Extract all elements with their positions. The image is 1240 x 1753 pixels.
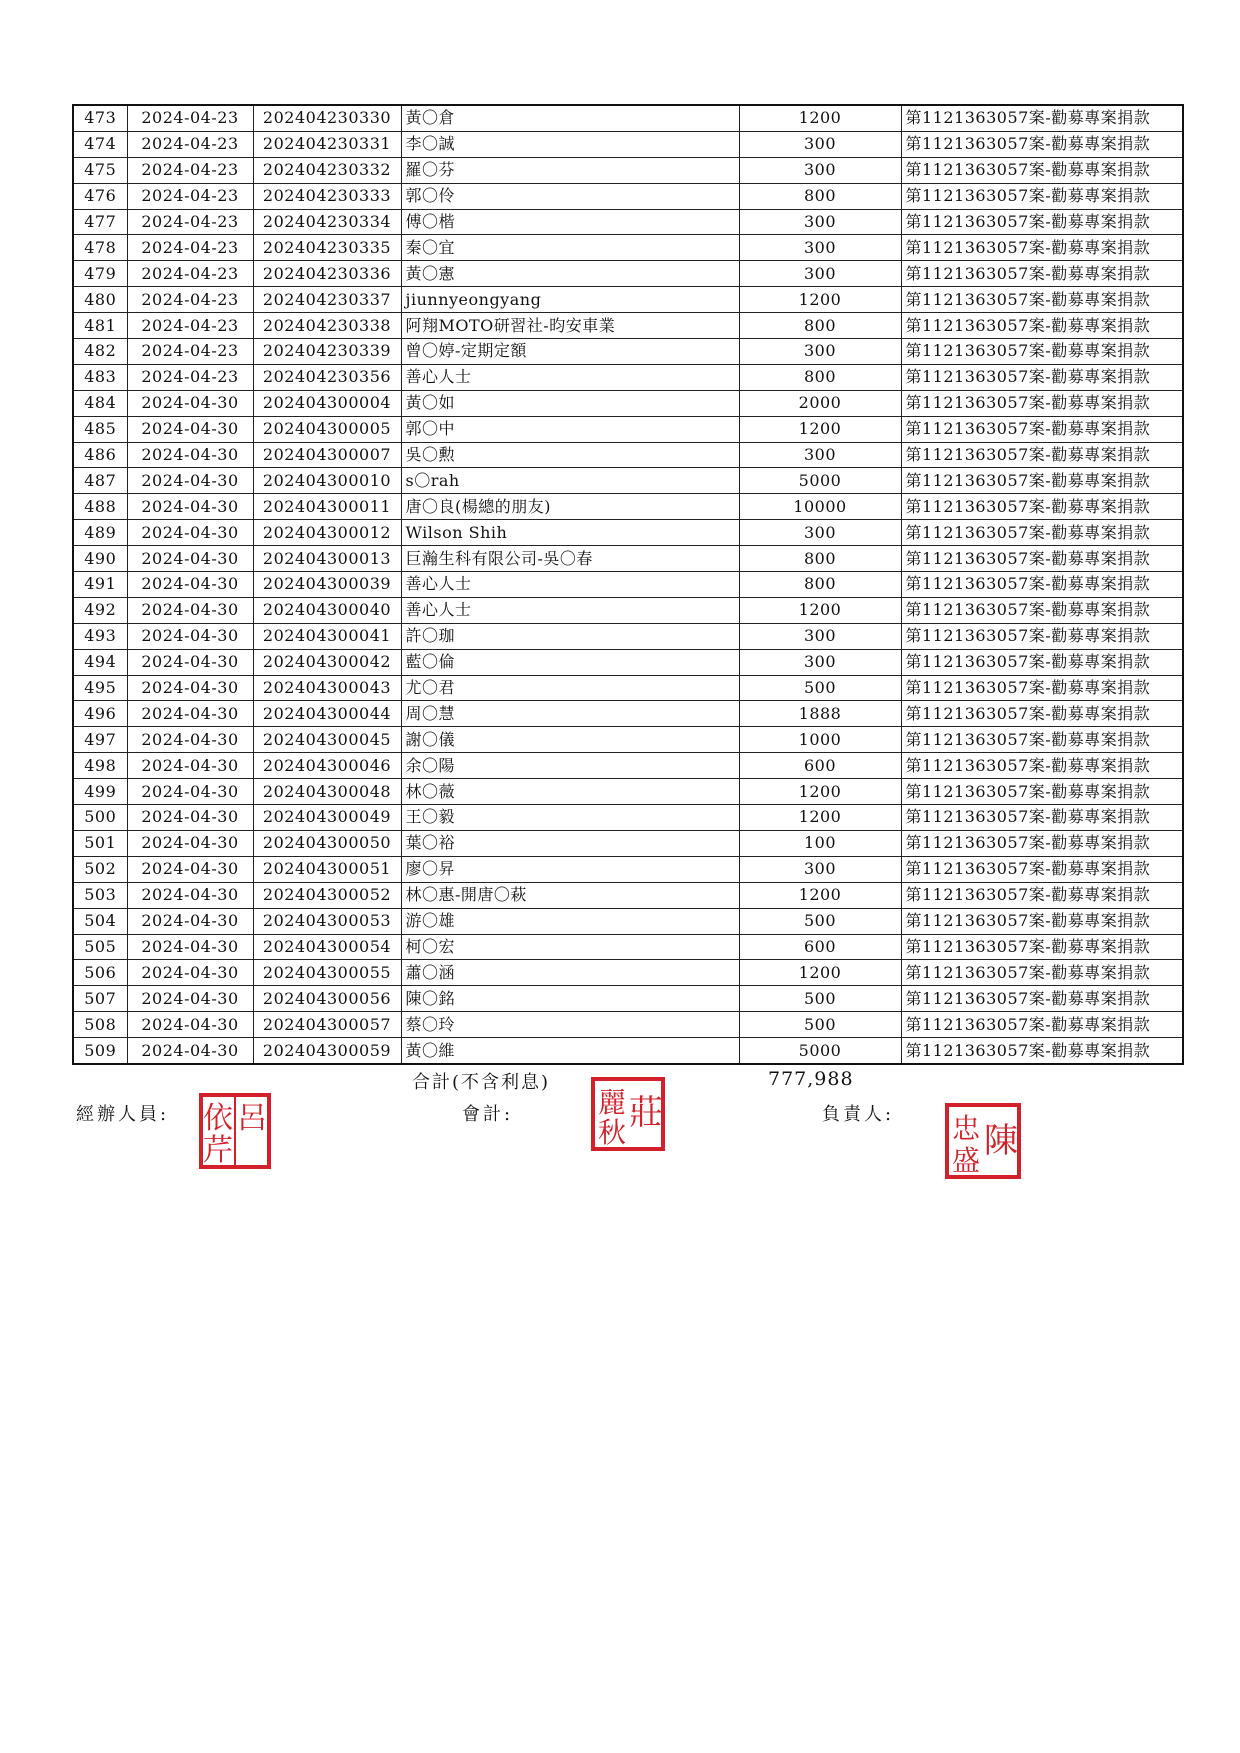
serial-cell: 474	[73, 131, 127, 157]
receipt-no-cell: 202404300057	[253, 1012, 401, 1038]
donation-ledger-table	[72, 104, 1184, 1065]
donor-name-cell: 李〇誠	[401, 131, 739, 157]
donor-name-cell: 廖〇昇	[401, 856, 739, 882]
purpose-cell: 第1121363057案-勸募專案捐款	[901, 183, 1183, 209]
purpose-cell: 第1121363057案-勸募專案捐款	[901, 546, 1183, 572]
donor-name-cell: 唐〇良(楊總的朋友)	[401, 494, 739, 520]
svg-text:忠: 忠	[951, 1112, 981, 1145]
purpose-cell: 第1121363057案-勸募專案捐款	[901, 157, 1183, 183]
serial-cell: 480	[73, 287, 127, 313]
purpose-cell: 第1121363057案-勸募專案捐款	[901, 727, 1183, 753]
purpose-cell: 第1121363057案-勸募專案捐款	[901, 908, 1183, 934]
date-cell: 2024-04-30	[127, 779, 253, 805]
table-row	[73, 416, 1183, 442]
receipt-no-cell: 202404300039	[253, 572, 401, 598]
receipt-no-cell: 202404300053	[253, 908, 401, 934]
svg-text:依: 依	[203, 1101, 233, 1136]
receipt-no-cell: 202404300055	[253, 960, 401, 986]
receipt-no-cell: 202404300007	[253, 442, 401, 468]
manager-label: 負責人:	[822, 1104, 895, 1125]
purpose-cell: 第1121363057案-勸募專案捐款	[901, 520, 1183, 546]
table-row	[73, 364, 1183, 390]
donor-name-cell: 柯〇宏	[401, 934, 739, 960]
donor-name-cell: 王〇毅	[401, 805, 739, 831]
date-cell: 2024-04-23	[127, 131, 253, 157]
receipt-no-cell: 202404300048	[253, 779, 401, 805]
receipt-no-cell: 202404300059	[253, 1038, 401, 1064]
purpose-cell: 第1121363057案-勸募專案捐款	[901, 805, 1183, 831]
receipt-no-cell: 202404300004	[253, 390, 401, 416]
table-row	[73, 986, 1183, 1012]
date-cell: 2024-04-30	[127, 675, 253, 701]
donor-name-cell: 善心人士	[401, 364, 739, 390]
date-cell: 2024-04-23	[127, 105, 253, 131]
table-row	[73, 960, 1183, 986]
amount-cell: 5000	[739, 1038, 901, 1064]
table-row	[73, 934, 1183, 960]
donor-name-cell: 巨瀚生科有限公司-吳〇春	[401, 546, 739, 572]
date-cell: 2024-04-30	[127, 442, 253, 468]
total-value: 777,988	[768, 1068, 854, 1090]
amount-cell: 1200	[739, 597, 901, 623]
receipt-no-cell: 202404230331	[253, 131, 401, 157]
table-row	[73, 261, 1183, 287]
receipt-no-cell: 202404300054	[253, 934, 401, 960]
purpose-cell: 第1121363057案-勸募專案捐款	[901, 468, 1183, 494]
receipt-no-cell: 202404230356	[253, 364, 401, 390]
serial-cell: 477	[73, 209, 127, 235]
receipt-no-cell: 202404230338	[253, 313, 401, 339]
table-row	[73, 856, 1183, 882]
amount-cell: 800	[739, 546, 901, 572]
donor-name-cell: 羅〇芬	[401, 157, 739, 183]
table-row	[73, 105, 1183, 131]
date-cell: 2024-04-30	[127, 986, 253, 1012]
receipt-no-cell: 202404230333	[253, 183, 401, 209]
donor-name-cell: 蔡〇玲	[401, 1012, 739, 1038]
date-cell: 2024-04-23	[127, 235, 253, 261]
donor-name-cell: s〇rah	[401, 468, 739, 494]
table-row	[73, 805, 1183, 831]
amount-cell: 1200	[739, 105, 901, 131]
table-row	[73, 520, 1183, 546]
handler-label: 經辦人員:	[76, 1104, 170, 1125]
amount-cell: 1200	[739, 882, 901, 908]
purpose-cell: 第1121363057案-勸募專案捐款	[901, 235, 1183, 261]
amount-cell: 300	[739, 209, 901, 235]
svg-text:呂: 呂	[237, 1101, 267, 1136]
receipt-no-cell: 202404300049	[253, 805, 401, 831]
donor-name-cell: 秦〇宜	[401, 235, 739, 261]
serial-cell: 506	[73, 960, 127, 986]
amount-cell: 1200	[739, 779, 901, 805]
receipt-no-cell: 202404300011	[253, 494, 401, 520]
table-row	[73, 830, 1183, 856]
table-row	[73, 183, 1183, 209]
purpose-cell: 第1121363057案-勸募專案捐款	[901, 882, 1183, 908]
serial-cell: 505	[73, 934, 127, 960]
purpose-cell: 第1121363057案-勸募專案捐款	[901, 364, 1183, 390]
amount-cell: 1000	[739, 727, 901, 753]
table-row	[73, 390, 1183, 416]
amount-cell: 300	[739, 520, 901, 546]
amount-cell: 500	[739, 908, 901, 934]
date-cell: 2024-04-23	[127, 209, 253, 235]
receipt-no-cell: 202404300050	[253, 830, 401, 856]
table-row	[73, 313, 1183, 339]
table-row	[73, 468, 1183, 494]
amount-cell: 500	[739, 1012, 901, 1038]
purpose-cell: 第1121363057案-勸募專案捐款	[901, 131, 1183, 157]
serial-cell: 497	[73, 727, 127, 753]
purpose-cell: 第1121363057案-勸募專案捐款	[901, 287, 1183, 313]
amount-cell: 300	[739, 442, 901, 468]
receipt-no-cell: 202404230339	[253, 339, 401, 365]
receipt-no-cell: 202404230330	[253, 105, 401, 131]
amount-cell: 300	[739, 131, 901, 157]
amount-cell: 800	[739, 183, 901, 209]
serial-cell: 478	[73, 235, 127, 261]
donor-name-cell: 游〇雄	[401, 908, 739, 934]
date-cell: 2024-04-30	[127, 1012, 253, 1038]
table-row	[73, 494, 1183, 520]
date-cell: 2024-04-30	[127, 882, 253, 908]
table-row	[73, 623, 1183, 649]
serial-cell: 495	[73, 675, 127, 701]
date-cell: 2024-04-30	[127, 649, 253, 675]
amount-cell: 300	[739, 261, 901, 287]
amount-cell: 1200	[739, 287, 901, 313]
serial-cell: 489	[73, 520, 127, 546]
amount-cell: 300	[739, 235, 901, 261]
amount-cell: 1200	[739, 805, 901, 831]
purpose-cell: 第1121363057案-勸募專案捐款	[901, 649, 1183, 675]
table-row	[73, 649, 1183, 675]
purpose-cell: 第1121363057案-勸募專案捐款	[901, 960, 1183, 986]
purpose-cell: 第1121363057案-勸募專案捐款	[901, 986, 1183, 1012]
serial-cell: 507	[73, 986, 127, 1012]
amount-cell: 600	[739, 934, 901, 960]
amount-cell: 600	[739, 753, 901, 779]
table-row	[73, 339, 1183, 365]
purpose-cell: 第1121363057案-勸募專案捐款	[901, 1012, 1183, 1038]
date-cell: 2024-04-30	[127, 1038, 253, 1064]
table-row	[73, 727, 1183, 753]
serial-cell: 479	[73, 261, 127, 287]
table-row	[73, 597, 1183, 623]
table-row	[73, 753, 1183, 779]
donor-name-cell: 林〇惠-開唐〇萩	[401, 882, 739, 908]
purpose-cell: 第1121363057案-勸募專案捐款	[901, 779, 1183, 805]
amount-cell: 300	[739, 649, 901, 675]
table-row	[73, 701, 1183, 727]
purpose-cell: 第1121363057案-勸募專案捐款	[901, 701, 1183, 727]
amount-cell: 300	[739, 856, 901, 882]
table-row	[73, 546, 1183, 572]
amount-cell: 300	[739, 339, 901, 365]
purpose-cell: 第1121363057案-勸募專案捐款	[901, 390, 1183, 416]
serial-cell: 483	[73, 364, 127, 390]
date-cell: 2024-04-30	[127, 520, 253, 546]
date-cell: 2024-04-30	[127, 390, 253, 416]
receipt-no-cell: 202404300044	[253, 701, 401, 727]
serial-cell: 491	[73, 572, 127, 598]
receipt-no-cell: 202404230334	[253, 209, 401, 235]
serial-cell: 482	[73, 339, 127, 365]
serial-cell: 508	[73, 1012, 127, 1038]
amount-cell: 500	[739, 675, 901, 701]
serial-cell: 485	[73, 416, 127, 442]
receipt-no-cell: 202404230336	[253, 261, 401, 287]
amount-cell: 100	[739, 830, 901, 856]
serial-cell: 509	[73, 1038, 127, 1064]
receipt-no-cell: 202404300051	[253, 856, 401, 882]
donor-name-cell: 蕭〇涵	[401, 960, 739, 986]
svg-text:盛: 盛	[951, 1144, 981, 1177]
amount-cell: 1200	[739, 960, 901, 986]
table-row	[73, 675, 1183, 701]
donor-name-cell: 郭〇伶	[401, 183, 739, 209]
table-row	[73, 1038, 1183, 1064]
purpose-cell: 第1121363057案-勸募專案捐款	[901, 753, 1183, 779]
table-row	[73, 572, 1183, 598]
table-row	[73, 209, 1183, 235]
amount-cell: 2000	[739, 390, 901, 416]
amount-cell: 800	[739, 364, 901, 390]
donor-name-cell: 葉〇裕	[401, 830, 739, 856]
table-row	[73, 908, 1183, 934]
serial-cell: 496	[73, 701, 127, 727]
amount-cell: 800	[739, 313, 901, 339]
table-row	[73, 131, 1183, 157]
receipt-no-cell: 202404230335	[253, 235, 401, 261]
date-cell: 2024-04-23	[127, 157, 253, 183]
donor-name-cell: 林〇薇	[401, 779, 739, 805]
receipt-no-cell: 202404300045	[253, 727, 401, 753]
donor-name-cell: 阿翔MOTO研習社-昀安車業	[401, 313, 739, 339]
receipt-no-cell: 202404230337	[253, 287, 401, 313]
donor-name-cell: 曾〇婷-定期定額	[401, 339, 739, 365]
purpose-cell: 第1121363057案-勸募專案捐款	[901, 209, 1183, 235]
date-cell: 2024-04-30	[127, 468, 253, 494]
serial-cell: 501	[73, 830, 127, 856]
table-row	[73, 287, 1183, 313]
accounting-seal-icon	[590, 1076, 666, 1152]
svg-text:莊: 莊	[629, 1093, 663, 1133]
date-cell: 2024-04-30	[127, 960, 253, 986]
amount-cell: 1200	[739, 416, 901, 442]
donor-name-cell: Wilson Shih	[401, 520, 739, 546]
svg-text:麗: 麗	[597, 1086, 627, 1119]
date-cell: 2024-04-23	[127, 287, 253, 313]
donor-name-cell: 黃〇倉	[401, 105, 739, 131]
serial-cell: 494	[73, 649, 127, 675]
receipt-no-cell: 202404300005	[253, 416, 401, 442]
svg-text:秋: 秋	[597, 1116, 627, 1149]
manager-seal-icon	[944, 1102, 1022, 1180]
serial-cell: 476	[73, 183, 127, 209]
donor-name-cell: 周〇慧	[401, 701, 739, 727]
amount-cell: 1888	[739, 701, 901, 727]
purpose-cell: 第1121363057案-勸募專案捐款	[901, 339, 1183, 365]
date-cell: 2024-04-23	[127, 339, 253, 365]
purpose-cell: 第1121363057案-勸募專案捐款	[901, 597, 1183, 623]
purpose-cell: 第1121363057案-勸募專案捐款	[901, 442, 1183, 468]
serial-cell: 503	[73, 882, 127, 908]
purpose-cell: 第1121363057案-勸募專案捐款	[901, 934, 1183, 960]
donor-name-cell: 尤〇君	[401, 675, 739, 701]
receipt-no-cell: 202404230332	[253, 157, 401, 183]
amount-cell: 5000	[739, 468, 901, 494]
date-cell: 2024-04-30	[127, 727, 253, 753]
receipt-no-cell: 202404300046	[253, 753, 401, 779]
table-row	[73, 442, 1183, 468]
donor-name-cell: 黃〇憲	[401, 261, 739, 287]
serial-cell: 493	[73, 623, 127, 649]
receipt-no-cell: 202404300013	[253, 546, 401, 572]
donor-name-cell: 藍〇倫	[401, 649, 739, 675]
purpose-cell: 第1121363057案-勸募專案捐款	[901, 1038, 1183, 1064]
amount-cell: 300	[739, 623, 901, 649]
date-cell: 2024-04-30	[127, 830, 253, 856]
date-cell: 2024-04-30	[127, 908, 253, 934]
serial-cell: 500	[73, 805, 127, 831]
serial-cell: 502	[73, 856, 127, 882]
receipt-no-cell: 202404300040	[253, 597, 401, 623]
purpose-cell: 第1121363057案-勸募專案捐款	[901, 856, 1183, 882]
donor-name-cell: 黃〇維	[401, 1038, 739, 1064]
amount-cell: 500	[739, 986, 901, 1012]
purpose-cell: 第1121363057案-勸募專案捐款	[901, 261, 1183, 287]
purpose-cell: 第1121363057案-勸募專案捐款	[901, 416, 1183, 442]
amount-cell: 10000	[739, 494, 901, 520]
donor-name-cell: 許〇珈	[401, 623, 739, 649]
date-cell: 2024-04-23	[127, 183, 253, 209]
svg-text:芹: 芹	[203, 1133, 233, 1168]
amount-cell: 800	[739, 572, 901, 598]
serial-cell: 488	[73, 494, 127, 520]
donor-name-cell: jiunnyeongyang	[401, 287, 739, 313]
serial-cell: 484	[73, 390, 127, 416]
handler-seal-icon	[198, 1092, 272, 1170]
donor-name-cell: 善心人士	[401, 597, 739, 623]
date-cell: 2024-04-30	[127, 494, 253, 520]
purpose-cell: 第1121363057案-勸募專案捐款	[901, 830, 1183, 856]
serial-cell: 475	[73, 157, 127, 183]
table-row	[73, 157, 1183, 183]
donor-name-cell: 郭〇中	[401, 416, 739, 442]
donor-name-cell: 陳〇銘	[401, 986, 739, 1012]
purpose-cell: 第1121363057案-勸募專案捐款	[901, 105, 1183, 131]
date-cell: 2024-04-23	[127, 261, 253, 287]
serial-cell: 498	[73, 753, 127, 779]
table-row	[73, 1012, 1183, 1038]
date-cell: 2024-04-30	[127, 856, 253, 882]
donor-name-cell: 吳〇勲	[401, 442, 739, 468]
date-cell: 2024-04-30	[127, 623, 253, 649]
receipt-no-cell: 202404300052	[253, 882, 401, 908]
receipt-no-cell: 202404300042	[253, 649, 401, 675]
accounting-label: 會計:	[462, 1104, 514, 1125]
purpose-cell: 第1121363057案-勸募專案捐款	[901, 623, 1183, 649]
receipt-no-cell: 202404300043	[253, 675, 401, 701]
serial-cell: 486	[73, 442, 127, 468]
table-row	[73, 882, 1183, 908]
serial-cell: 504	[73, 908, 127, 934]
date-cell: 2024-04-23	[127, 313, 253, 339]
total-label: 合計(不含利息)	[412, 1072, 551, 1093]
receipt-no-cell: 202404300041	[253, 623, 401, 649]
date-cell: 2024-04-30	[127, 416, 253, 442]
serial-cell: 473	[73, 105, 127, 131]
donor-name-cell: 謝〇儀	[401, 727, 739, 753]
purpose-cell: 第1121363057案-勸募專案捐款	[901, 675, 1183, 701]
table-row	[73, 235, 1183, 261]
date-cell: 2024-04-30	[127, 546, 253, 572]
receipt-no-cell: 202404300056	[253, 986, 401, 1012]
donor-name-cell: 余〇陽	[401, 753, 739, 779]
serial-cell: 492	[73, 597, 127, 623]
donor-name-cell: 黃〇如	[401, 390, 739, 416]
table-row	[73, 779, 1183, 805]
serial-cell: 499	[73, 779, 127, 805]
date-cell: 2024-04-30	[127, 805, 253, 831]
serial-cell: 487	[73, 468, 127, 494]
serial-cell: 481	[73, 313, 127, 339]
purpose-cell: 第1121363057案-勸募專案捐款	[901, 494, 1183, 520]
date-cell: 2024-04-30	[127, 753, 253, 779]
date-cell: 2024-04-30	[127, 934, 253, 960]
date-cell: 2024-04-30	[127, 572, 253, 598]
svg-text:陳: 陳	[984, 1121, 1018, 1161]
purpose-cell: 第1121363057案-勸募專案捐款	[901, 313, 1183, 339]
ledger-body	[73, 105, 1183, 1064]
purpose-cell: 第1121363057案-勸募專案捐款	[901, 572, 1183, 598]
receipt-no-cell: 202404300010	[253, 468, 401, 494]
donor-name-cell: 善心人士	[401, 572, 739, 598]
serial-cell: 490	[73, 546, 127, 572]
date-cell: 2024-04-30	[127, 701, 253, 727]
receipt-no-cell: 202404300012	[253, 520, 401, 546]
date-cell: 2024-04-30	[127, 597, 253, 623]
donor-name-cell: 傅〇楷	[401, 209, 739, 235]
date-cell: 2024-04-23	[127, 364, 253, 390]
amount-cell: 300	[739, 157, 901, 183]
